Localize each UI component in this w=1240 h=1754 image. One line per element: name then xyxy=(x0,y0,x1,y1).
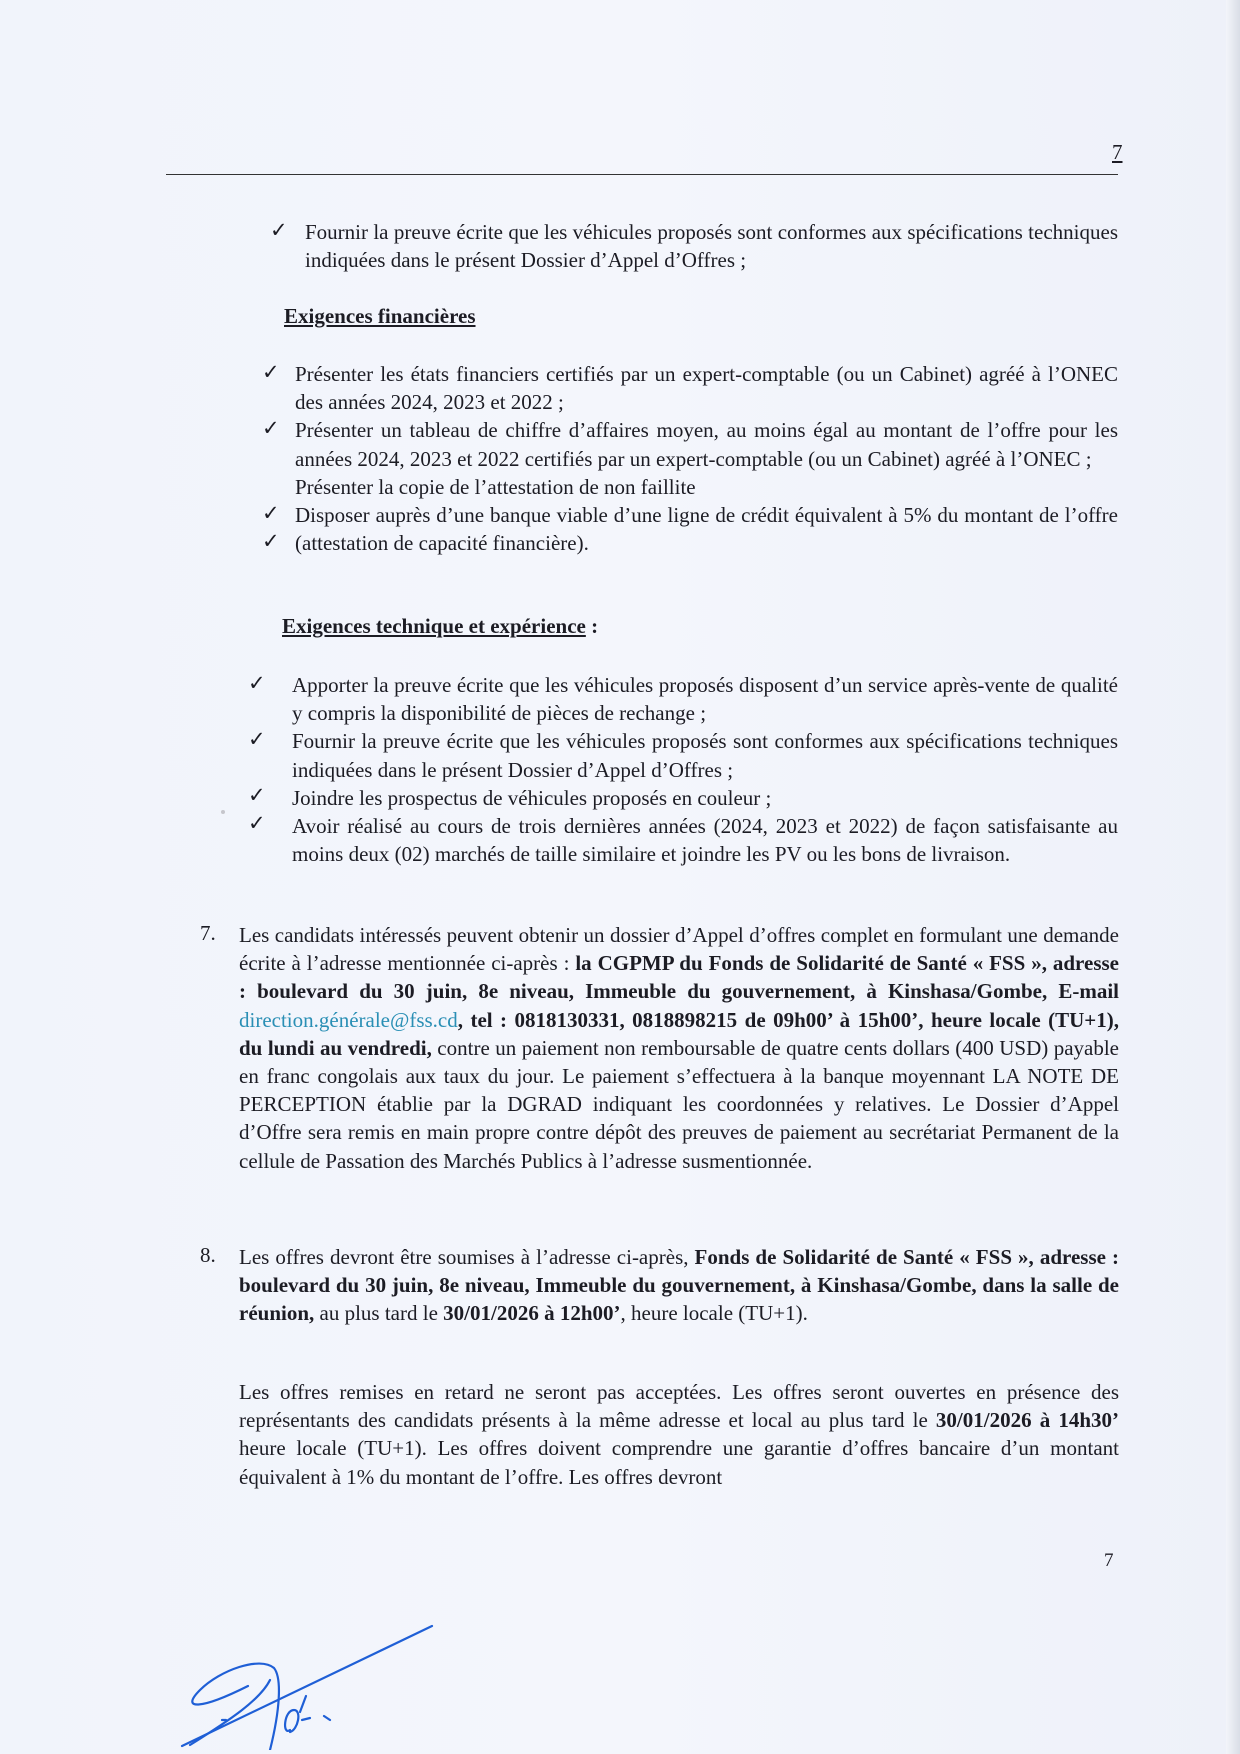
item-7-part: contre un paiement non remboursable de quatre cents dollars (400 USD) payable en franc congolais aux taux du jour. Le paiement s’effectuera à la banque moyennant LA NOTE DE PERCEPTION établie par la DGRAD indiquant les coordonnées y relatives. Le Dossier d’Appel d’Offre sera remis en main propre contre dépôt des preuves de paiement au secrétariat Permanent de la cellule de Passation des Marchés Publics à l’adresse susmentionnée. xyxy=(239,1035,1119,1173)
closing-paragraph xyxy=(239,1378,1119,1491)
checkmark-icon: ✓ xyxy=(248,783,266,807)
financial-heading: Exigences financières xyxy=(284,304,476,328)
checkmark-icon: ✓ xyxy=(248,671,266,695)
opening-date: 30/01/2026 à 14h30’ xyxy=(935,1408,1120,1433)
item-8-address: Fonds de Solidarité de Santé « FSS », adresse : boulevard du 30 juin, 8e niveau, Immeuble du gouvernement, à Kinshasa/Gombe, dans la salle de réunion, xyxy=(239,1245,1119,1326)
technical-item: Avoir réalisé au cours de trois dernières années (2024, 2023 et 2022) de façon satisfaisante au moins deux (02) marchés de taille similaire et joindre les PV ou les bons de livraison. xyxy=(292,814,1118,867)
checkmark-icon: ✓ xyxy=(262,416,280,440)
scan-speck xyxy=(221,810,225,814)
financial-item: Présenter la copie de l’attestation de non faillite xyxy=(295,474,696,499)
item-8-number: 8. xyxy=(200,1243,216,1267)
item-7-text xyxy=(239,921,1119,1175)
technical-heading xyxy=(282,614,598,639)
technical-heading-suffix: : xyxy=(585,614,599,638)
financial-item: Présenter les états financiers certifiés par un expert-comptable (ou un Cabinet) agréé à l’ONEC des années 2024, 2023 et 2022 ; xyxy=(295,362,1118,415)
financial-item: Présenter un tableau de chiffre d’affaires moyen, au moins égal au montant de l’offre pour les années 2024, 2023 et 2022 certifiés par un expert-comptable (ou un Cabinet) agréé à l’ONEC ; xyxy=(295,418,1118,471)
page-edge-shadow xyxy=(1226,0,1240,1754)
item-7-number: 7. xyxy=(200,921,216,945)
item-8-text xyxy=(239,1243,1119,1328)
item-8-part: Les offres devront être soumises à l’adresse ci-après, xyxy=(239,1245,695,1269)
checkmark-icon: ✓ xyxy=(248,727,266,751)
checkmark-icon: ✓ xyxy=(270,218,288,242)
signature xyxy=(170,1560,490,1750)
technical-item: Fournir la preuve écrite que les véhicules proposés sont conformes aux spécifications techniques indiquées dans le présent Dossier d’Appel d’Offres ; xyxy=(292,729,1118,782)
header-page-number: 7 xyxy=(1112,140,1123,164)
closing-part: Les offres remises en retard ne seront pas acceptées. Les offres seront ouvertes en présence des représentants des candidats présents à la même adresse et local au plus tard le xyxy=(239,1380,1119,1433)
checkmark-icon: ✓ xyxy=(262,360,280,384)
item-7-contact: , tel : 0818130331, 0818898215 de 09h00’ à 15h00’, heure locale (TU+1), du lundi au vendredi, xyxy=(239,1007,1119,1060)
technical-heading-text: Exigences technique et expérience xyxy=(282,614,586,638)
closing-part: heure locale (TU+1). Les offres doivent comprendre une garantie d’offres bancaire d’un montant équivalent à 1% du montant de l’offre. Les offres devront xyxy=(239,1436,1119,1489)
item-7-address: la CGPMP du Fonds de Solidarité de Santé « FSS », adresse : boulevard du 30 juin, 8e niveau, Immeuble du gouvernement, à Kinshasa/Gombe, E-mail xyxy=(239,951,1119,1004)
signature-stroke xyxy=(285,1696,310,1732)
checkmark-icon: ✓ xyxy=(248,811,266,835)
technical-item: Apporter la preuve écrite que les véhicules proposés disposent d’un service après-vente de qualité y compris la disponibilité de pièces de rechange ; xyxy=(292,673,1118,726)
top-bullet-text: Fournir la preuve écrite que les véhicules proposés sont conformes aux spécifications techniques indiquées dans le présent Dossier d’Appel d’Offres ; xyxy=(305,220,1118,273)
checkmark-icon: ✓ xyxy=(262,529,280,553)
checkmark-icon: ✓ xyxy=(262,501,280,525)
technical-item: Joindre les prospectus de véhicules proposés en couleur ; xyxy=(292,785,772,810)
item-8-part: au plus tard le xyxy=(314,1301,444,1326)
item-8-deadline: 30/01/2026 à 12h00’ xyxy=(443,1301,621,1326)
financial-item: Disposer auprès d’une banque viable d’une ligne de crédit équivalent à 5% du montant de l’offre (attestation de capacité financière). xyxy=(295,503,1118,556)
header-rule xyxy=(166,174,1118,175)
technical-list xyxy=(292,671,1118,868)
email-link[interactable]: direction.générale@fss.cd xyxy=(239,1007,458,1032)
financial-list xyxy=(295,360,1118,557)
item-7-part: Les candidats intéressés peuvent obtenir un dossier d’Appel d’offres complet en formulant une demande écrite à l’adresse mentionnée ci-après : xyxy=(239,923,1119,976)
item-8-part: , heure locale (TU+1). xyxy=(620,1301,808,1326)
footer-page-number: 7 xyxy=(1104,1550,1114,1571)
signature-stroke xyxy=(182,1626,432,1746)
